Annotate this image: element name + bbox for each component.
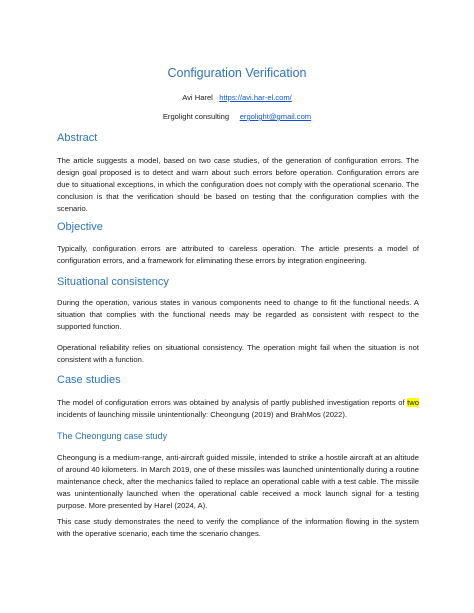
document-title: Configuration Verification xyxy=(167,66,307,80)
situational-text-1: During the operation, various states in various components need to change to fit the functional needs. A situation that complies with the functional needs may be regarded as consistent with respect to the supported function. xyxy=(57,298,419,332)
case-studies-text-after: incidents of launching missile unintentionally: Cheongung (2019) and BrahMos (2022). xyxy=(57,410,348,420)
abstract-heading: Abstract xyxy=(57,132,98,144)
cheongung-text-1: Cheongung is a medium-range, anti-aircraft guided missile, intended to strike a hostile aircraft at an altitude of around 40 kilometers. In March 2019, one of these missiles was launched unintentionally during a routine maintenance check, after the mechanics failed to replace an operational cable with a test cable. The missile was unintentionally launched when the operational cable received a mock launch signal for a testing purpose. More presented by Harel (2024, A). xyxy=(57,453,419,511)
objective-text: Typically, configuration errors are attributed to careless operation. The article presents a model of configuration errors, and a framework for eliminating these errors by integration engineering. xyxy=(57,244,419,266)
highlighted-word: two xyxy=(407,398,419,407)
objective-heading: Objective xyxy=(57,221,103,233)
situational-heading: Situational consistency xyxy=(57,276,169,288)
case-studies-text-before: The model of configuration errors was obtained by analysis of partly published investigation reports of xyxy=(57,398,408,407)
cheongung-text-2: This case study demonstrates the need to verify the compliance of the information flowing in the system with the operative scenario, each time the scenario changes. xyxy=(57,517,419,539)
affiliation-email-link[interactable]: ergolight@gmail.com xyxy=(239,112,312,121)
situational-text-2: Operational reliability relies on situational consistency. The operation might fail when the situation is not consistent with a function. xyxy=(57,343,419,365)
author-url-link[interactable]: https://avi.har-el.com/ xyxy=(219,93,292,102)
abstract-text: The article suggests a model, based on two case studies, of the generation of configuration errors. The design goal proposed is to detect and warn about such errors before operation. Configuration errors are due to situational exceptions, in which the configuration does not comply with the operational scenario. The conclusion is that the verification should be based on testing that the configuration complies with the scenario. xyxy=(57,156,419,214)
case-studies-text xyxy=(57,397,419,421)
affiliation-name: Ergolight consulting xyxy=(162,112,230,121)
author-name: Avi Harel xyxy=(182,93,213,102)
author-line xyxy=(0,93,474,102)
cheongung-heading: The Cheongung case study xyxy=(57,431,168,441)
case-studies-heading: Case studies xyxy=(57,374,121,386)
affiliation-line xyxy=(0,112,474,121)
